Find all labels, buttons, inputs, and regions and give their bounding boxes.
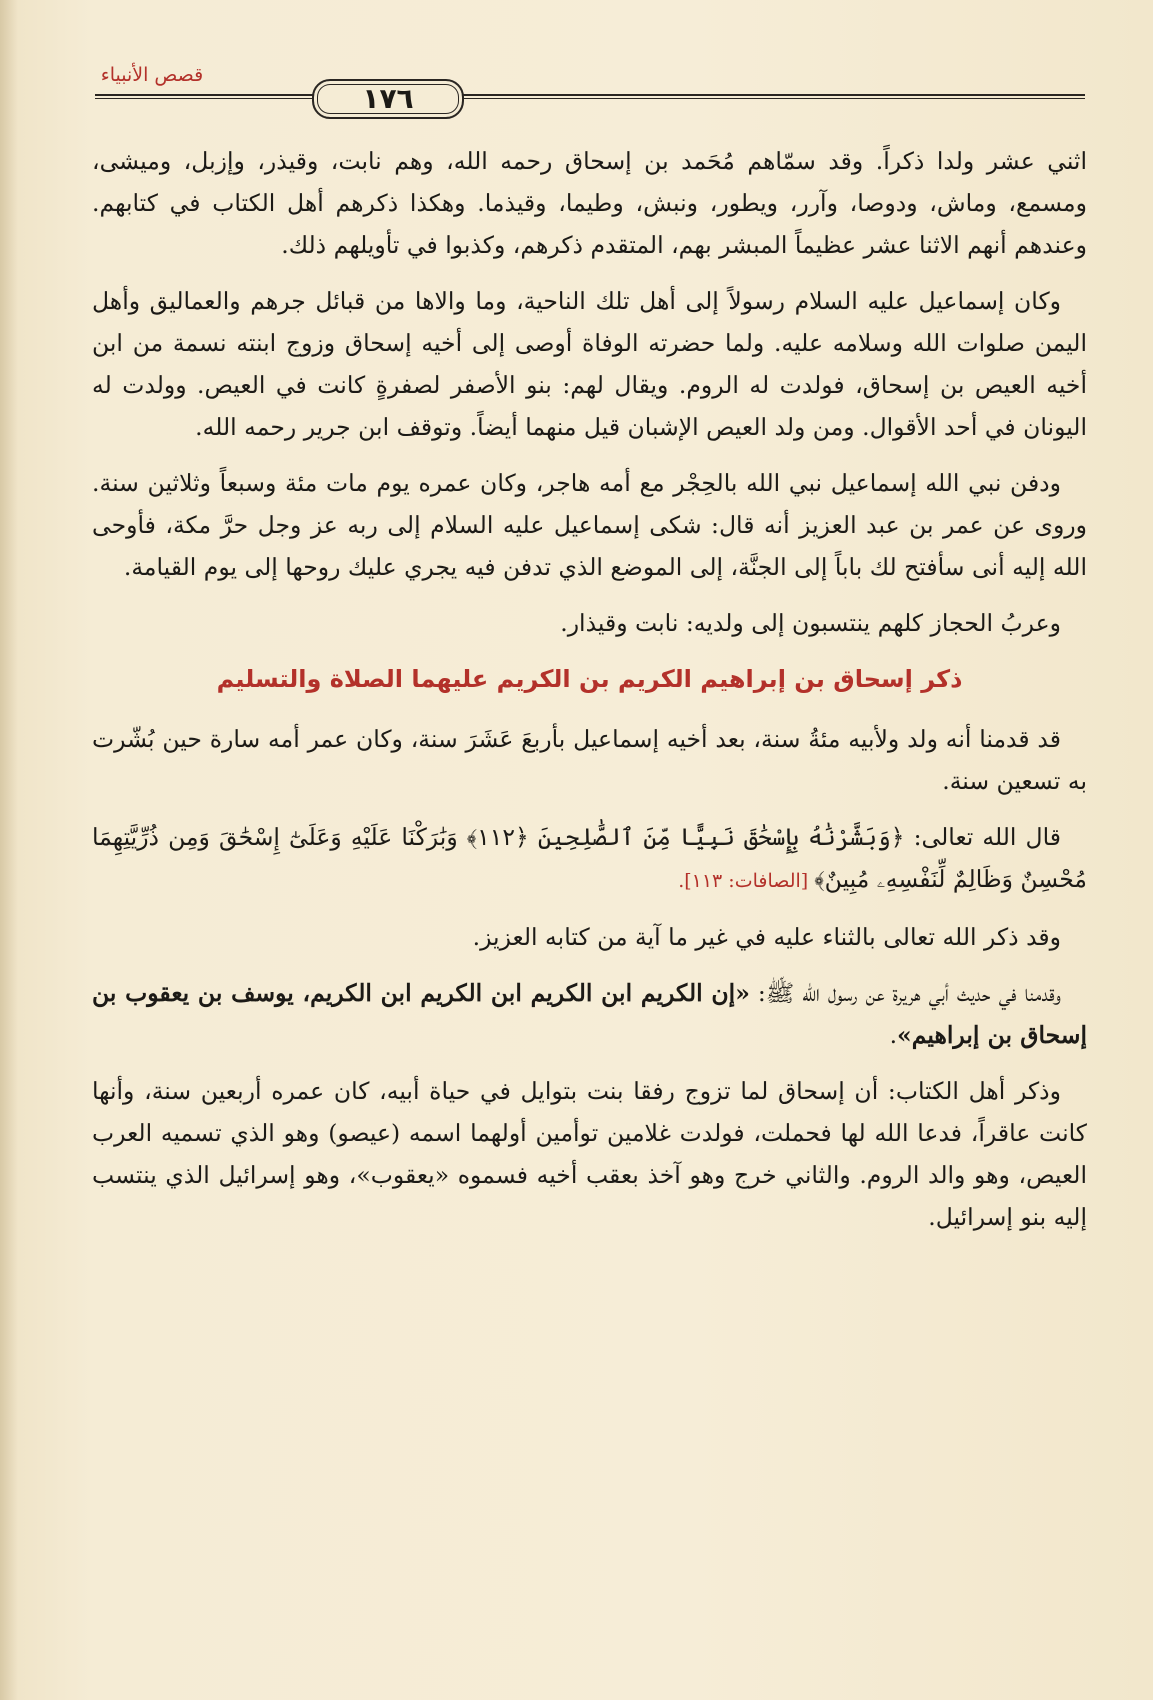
quote-intro: قال الله تعالى:: [904, 823, 1061, 851]
verse-reference: [الصافات: ١١٣].: [678, 870, 815, 892]
section-heading: ذكر إسحاق بن إبراهيم الكريم بن الكريم عليهما الصلاة والتسليم: [216, 665, 963, 693]
hadith-paragraph: [92, 972, 1087, 1056]
page-body: [92, 140, 1087, 1252]
page-number: ١٧٦: [312, 79, 464, 119]
quran-verse: ﴿وَبَشَّرْنَٰهُ بِإِسْحَٰقَ نَبِيًّا مِّنَ ٱلصَّٰلِحِينَ ﴿١١٢﴾ وَبَٰرَكْنَا عَلَيْهِ وَعَلَىٰٓ إِسْحَٰقَ وَمِن ذُرِّيَّتِهِمَا مُحْسِنٌ وَظَالِمٌ لِّنَفْسِهِۦ مُبِينٌ﴾: [92, 823, 1087, 893]
paragraph: اثني عشر ولدا ذكراً. وقد سمّاهم مُحَمد بن إسحاق رحمه الله، وهم نابت، وقيذر، وإزبل، وميشى، ومسمع، وماش، ودوصا، وآرر، ويطور، ونبش، وطيما، وقيذما. وهكذا ذكرهم أهل الكتاب في كتابهم. وعندهم أنهم الاثنا عشر عظيماً المبشر بهم، المتقدم ذكرهم، وكذبوا في تأويلهم ذلك.: [92, 147, 1087, 259]
paragraph: وعربُ الحجاز كلهم ينتسبون إلى ولديه: نابت وقيذار.: [560, 609, 1061, 637]
hadith-text: «إن الكريم ابن الكريم ابن الكريم ابن الكريم، يوسف بن يعقوب بن إسحاق بن إبراهيم»: [92, 979, 1087, 1049]
hadith-intro: وقدمنا في حديث أبي هريرة عن رسول الله ﷺ:: [749, 979, 1061, 1007]
page-gutter-shadow: [0, 0, 18, 1700]
hadith-end: .: [889, 1021, 898, 1049]
header-rule: [95, 94, 1085, 96]
header-rule-thin: [95, 98, 1085, 99]
paragraph: وكان إسماعيل عليه السلام رسولاً إلى أهل تلك الناحية، وما والاها من قبائل جرهم والعماليق وأهل اليمن صلوات الله وسلامه عليه. ولما حضرته الوفاة أوصى إلى أخيه إسحاق وزوج ابنته نسمة من ابن أخيه العيص بن إسحاق، فولدت له الروم. ويقال لهم: بنو الأصفر لصفرةٍ كانت في العيص. وولدت له اليونان في أحد الأقوال. ومن ولد العيص الإشبان قيل منهما أيضاً. وتوقف ابن جرير رحمه الله.: [92, 287, 1087, 441]
paragraph: وذكر أهل الكتاب: أن إسحاق لما تزوج رفقا بنت بتوايل في حياة أبيه، كان عمره أربعين سنة، وأنها كانت عاقراً، فدعا الله لها فحملت، فولدت غلامين توأمين أولهما اسمه (عيصو) وهو الذي تسميه العرب العيص، وهو والد الروم. والثاني خرج وهو آخذ بعقب أخيه فسموه «يعقوب»، وهو إسرائيل الذي ينتسب إليه بنو إسرائيل.: [92, 1077, 1087, 1231]
paragraph: وقد ذكر الله تعالى بالثناء عليه في غير ما آية من كتابه العزيز.: [472, 923, 1061, 951]
quran-paragraph: [92, 816, 1087, 902]
paragraph: ودفن نبي الله إسماعيل نبي الله بالحِجْر مع أمه هاجر، وكان عمره يوم مات مئة وسبعاً وثلاثين سنة. وروى عن عمر بن عبد العزيز أنه قال: شكى إسماعيل عليه السلام إلى ربه عز وجل حرَّ مكة، فأوحى الله إليه أنى سأفتح لك باباً إلى الجنَّة، إلى الموضع الذي تدفن فيه يجري عليك روحها إلى يوم القيامة.: [92, 469, 1087, 581]
running-title: قصص الأنبياء: [100, 64, 204, 86]
paragraph: قد قدمنا أنه ولد ولأبيه مئةُ سنة، بعد أخيه إسماعيل بأربعَ عَشَرَ سنة، وكان عمر أمه سارة حين بُشّرت به تسعين سنة.: [92, 725, 1087, 795]
